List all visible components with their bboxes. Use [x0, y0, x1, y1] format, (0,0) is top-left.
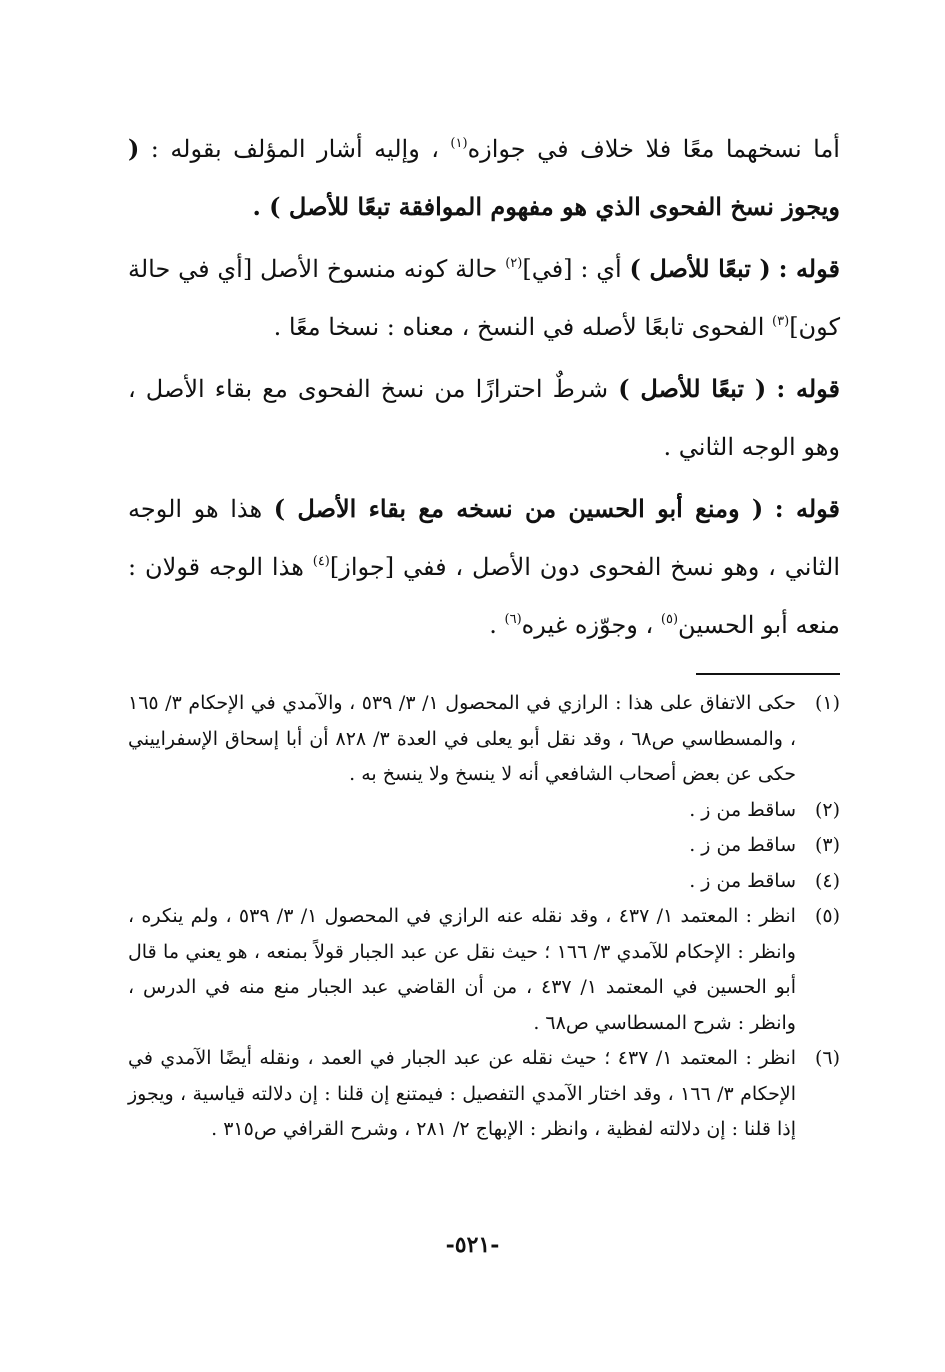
- footnote-number: (٢): [814, 798, 840, 821]
- footnote: [128, 793, 840, 829]
- quoted-matn: ( ويجوز نسخ الفحوى الذي هو مفهوم الموافقة تبعًا للأصل ) .: [128, 134, 840, 221]
- footnotes: [128, 686, 840, 1148]
- paragraph-text: أي : [في]: [522, 255, 622, 283]
- qawluhu-label: قوله :: [774, 494, 840, 523]
- paragraph-text: هذا الوجه قولان : منعه أبو الحسين: [128, 553, 840, 639]
- footnote-text: ساقط من ز .: [689, 834, 796, 856]
- paragraph-text: هذا هو الوجه الثاني ، وهو نسخ الفحوى دون الأصل ، ففي [جواز]: [128, 495, 840, 581]
- page-number: -٥٢١-: [445, 1232, 500, 1258]
- footnote: [128, 1041, 840, 1148]
- footnote-ref[interactable]: (٣): [772, 314, 790, 329]
- footnote-text: انظر : المعتمد ١/ ٤٣٧ ؛ حيث نقله عن عبد الجبار في العمد ، ونقله أيضًا الآمدي في الإحكام ٣/ ١٦٦ ، وقد اختار الآمدي التفصيل : فيمتنع إن قلنا : إن دلالته قياسية ، ويجوز إذا قلنا : إن دلالته لفظية ، وانظر : الإبهاج ٢/ ٢٨١ ، وشرح القرافي ص٣١٥ .: [128, 1047, 796, 1140]
- paragraph-text: الفحوى تابعًا لأصله في النسخ ، معناه : نسخا معًا .: [273, 313, 765, 341]
- footnote-number: (٤): [814, 869, 840, 892]
- footnote-ref[interactable]: (٦): [504, 612, 522, 627]
- quoted-matn: ( تبعًا للأصل ): [629, 254, 771, 283]
- quoted-matn: ( تبعًا للأصل ): [618, 374, 767, 403]
- paragraph-text: حالة كونه منسوخ الأصل [أي في حالة كون]: [128, 255, 840, 341]
- footnote-text: انظر : المعتمد ١/ ٤٣٧ ، وقد نقله عنه الرازي في المحصول ١/ ٣/ ٥٣٩ ، ولم ينكره ، وانظر : الإحكام للآمدي ٣/ ١٦٦ ؛ حيث نقل عن عبد الجبار قولاً بمنعه ، هو يعني ما قال أبو الحسين في المعتمد ١/ ٤٣٧ ، من أن القاضي عبد الجبار منع منه في الدرس ، وانظر : شرح المسطاسي ص٦٨ .: [128, 905, 796, 1034]
- footnote-ref[interactable]: (١): [450, 136, 468, 151]
- paragraph-text: .: [489, 611, 497, 639]
- footnote-text: ساقط من ز .: [689, 869, 796, 892]
- footnote-number: (٦): [814, 1047, 840, 1069]
- footnote: [128, 864, 840, 900]
- footnote-ref[interactable]: (٥): [660, 612, 679, 627]
- footnote-text: حكى الاتفاق على هذا : الرازي في المحصول ١/ ٣/ ٥٣٩ ، والآمدي في الإحكام ٣/ ١٦٥ ، والمسطاسي ص٦٨ ، وقد نقل أبو يعلى في العدة ٣/ ٨٢٨ أن أبا إسحاق الإسفراييني حكى عن بعض أصحاب الشافعي أنه لا ينسخ ولا ينسخ به .: [128, 692, 797, 785]
- footnote-number: (٣): [814, 834, 840, 856]
- paragraph-text: أما نسخهما معًا فلا خلاف في جوازه: [467, 135, 840, 163]
- footnote-separator: [696, 673, 840, 675]
- paragraph-text: شرطٌ احترازًا من نسخ الفحوى مع بقاء الأصل ، وهو الوجه الثاني .: [128, 375, 840, 461]
- footnote: [128, 899, 840, 1041]
- footnote: [128, 828, 840, 864]
- footnote-number: (٥): [814, 905, 840, 927]
- qawluhu-label: قوله :: [778, 254, 840, 283]
- paragraph-4: [128, 480, 840, 654]
- footnote-text: ساقط من ز .: [689, 798, 796, 821]
- paragraph-text: ، وإليه أشار المؤلف بقوله :: [150, 135, 439, 163]
- paragraph-3: [128, 360, 840, 476]
- paragraph-text: ، وجوّزه غيره: [521, 611, 654, 639]
- footnote-number: (١): [814, 692, 840, 714]
- footnote: [128, 686, 840, 793]
- paragraph-2: [128, 240, 840, 356]
- footnote-ref[interactable]: (٤): [312, 554, 330, 569]
- quoted-matn: ( ومنع أبو الحسين من نسخه مع بقاء الأصل ): [273, 494, 764, 523]
- qawluhu-label: قوله :: [776, 374, 841, 403]
- footnote-ref[interactable]: (٢): [505, 256, 523, 271]
- paragraph-1: [128, 120, 840, 236]
